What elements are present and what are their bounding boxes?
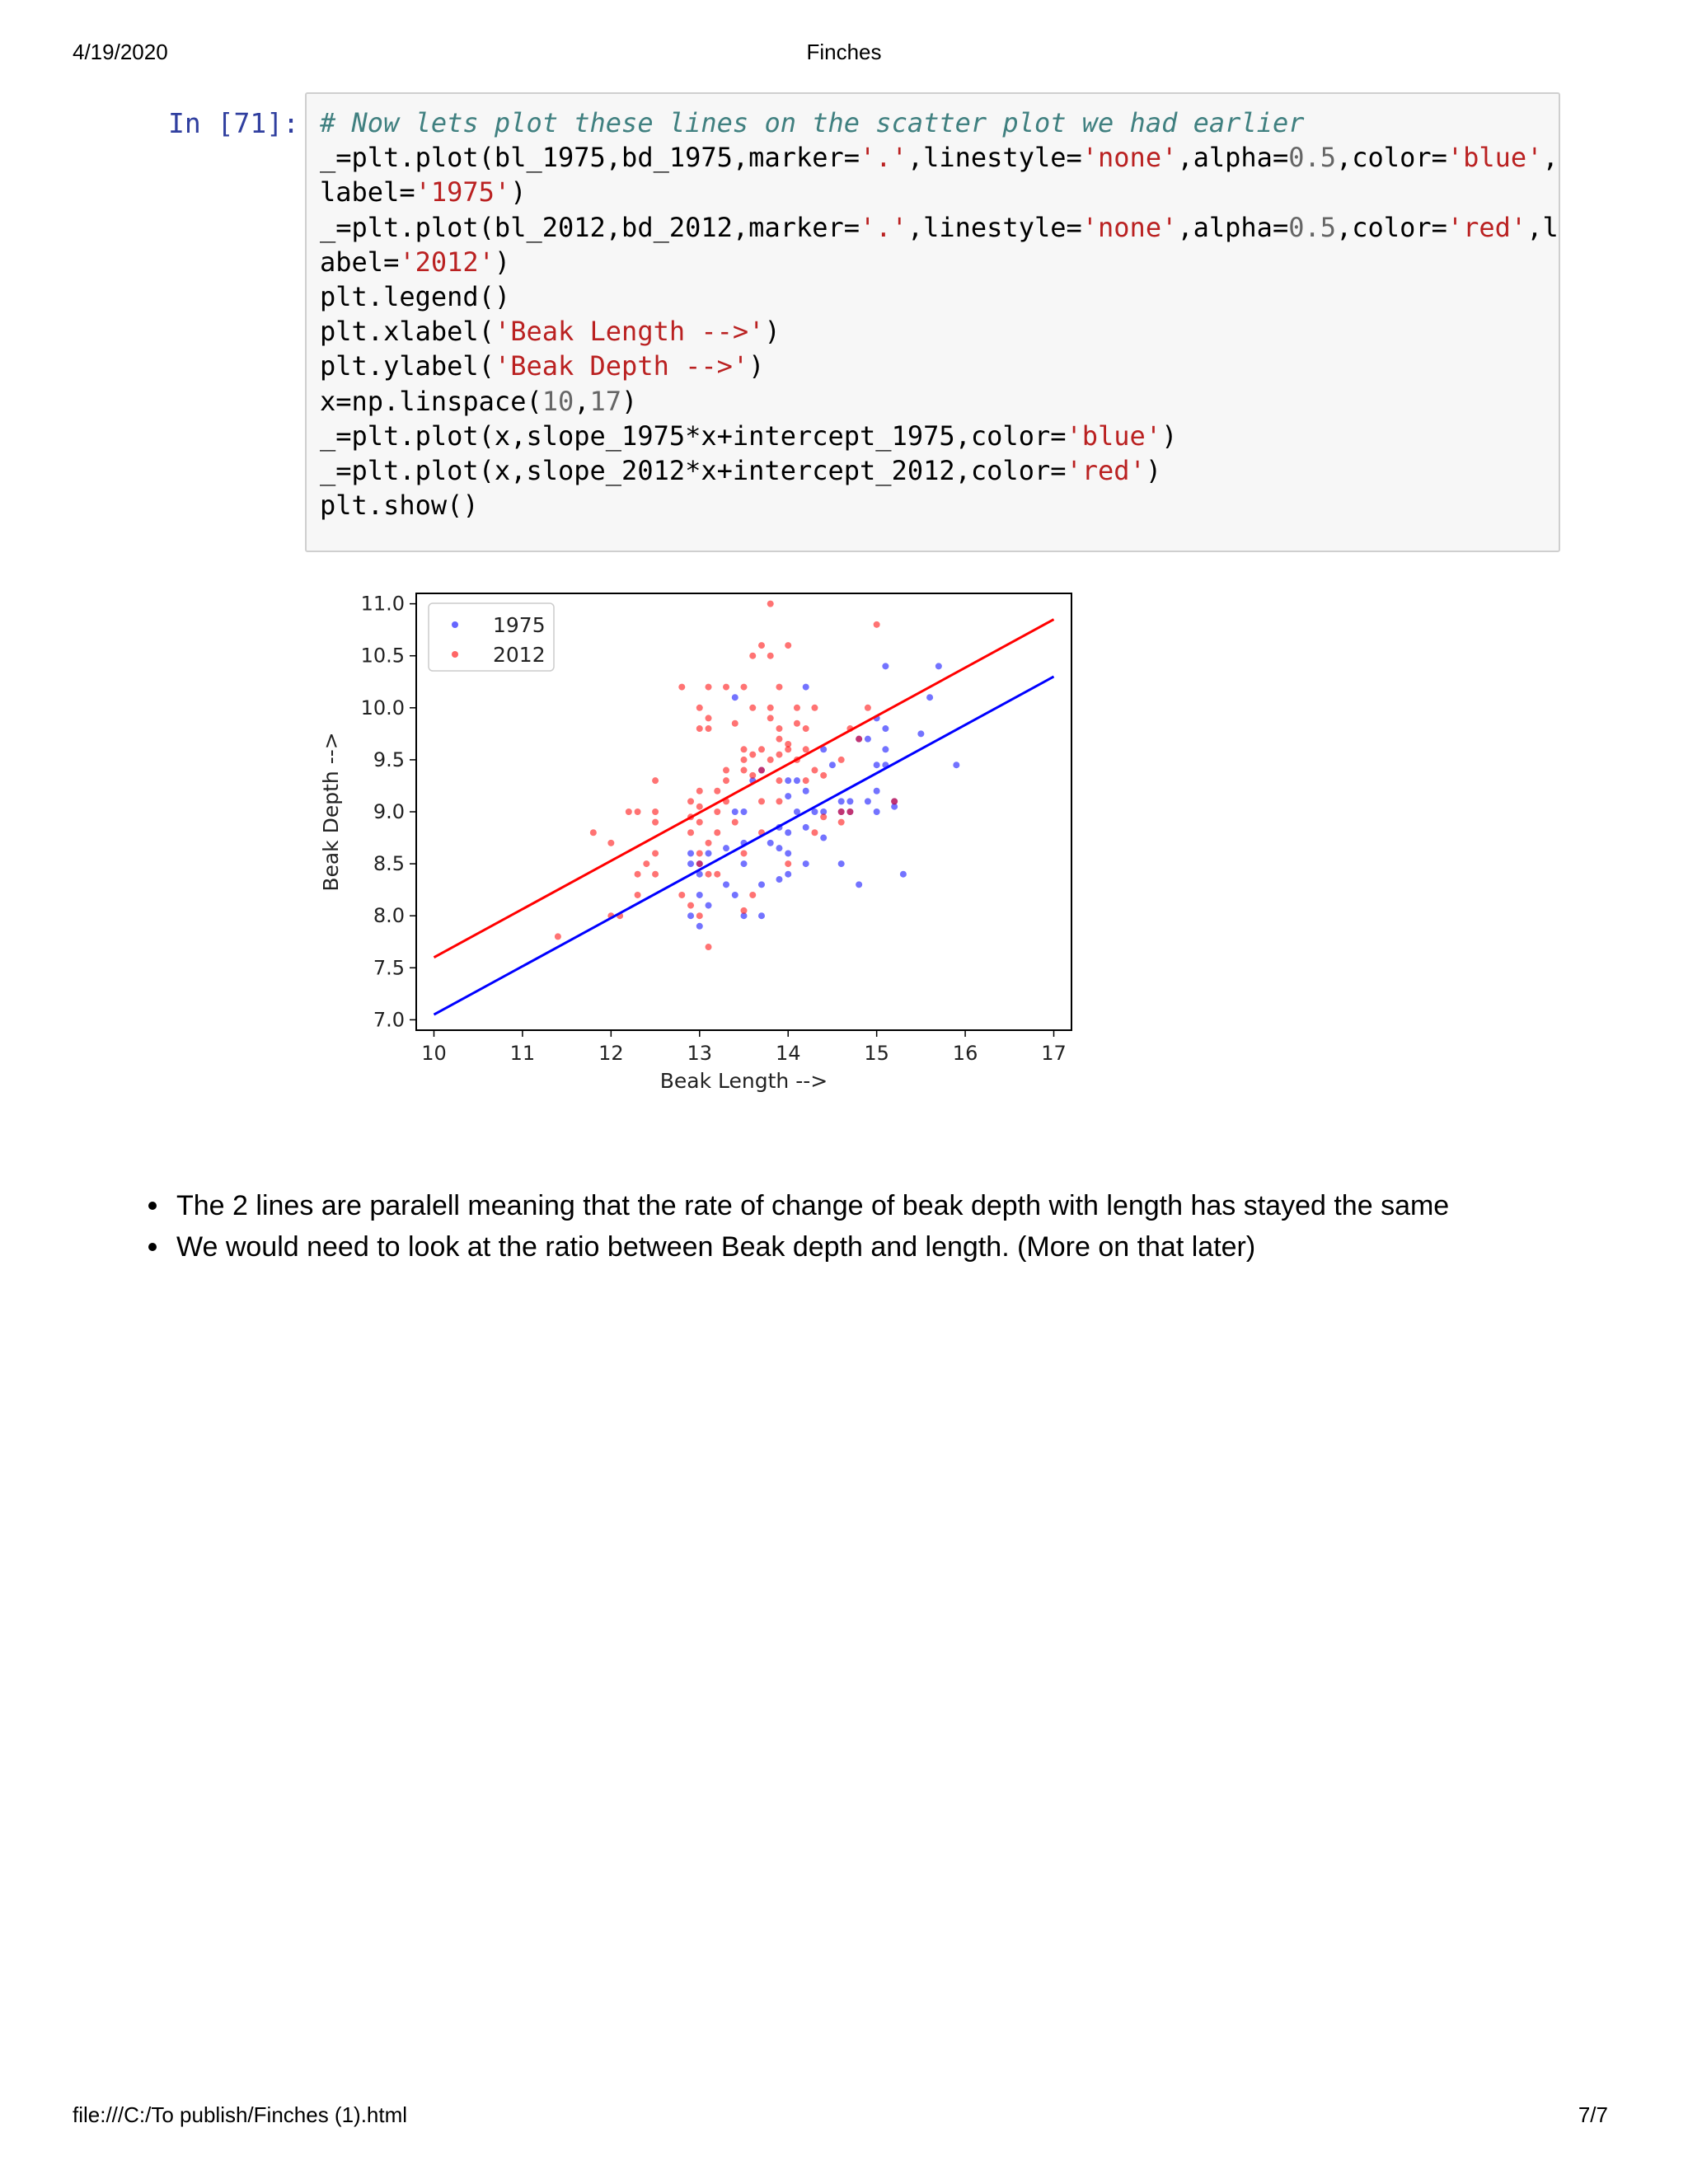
scatter-point-2012 <box>838 757 845 763</box>
code-token: 'none' <box>1081 211 1178 243</box>
scatter-point-2012 <box>706 684 712 691</box>
scatter-point-2012 <box>687 798 694 804</box>
scatter-point-1975 <box>706 902 712 909</box>
scatter-point-2012 <box>767 653 774 659</box>
scatter-point-1975 <box>846 798 853 804</box>
scatter-point-1975 <box>732 892 738 898</box>
scatter-point-1975 <box>917 730 924 737</box>
scatter-point-2012 <box>590 829 597 836</box>
scatter-point-2012 <box>652 819 659 826</box>
code-token: ) <box>748 350 765 382</box>
scatter-point-1975 <box>882 663 889 669</box>
x-axis-label: Beak Length --> <box>659 1069 828 1093</box>
scatter-point-1975 <box>803 860 809 867</box>
page-number: 7/7 <box>1578 2102 1608 2127</box>
code-token: ) <box>494 246 511 278</box>
scatter-point-2012 <box>696 819 703 826</box>
scatter-point-2012 <box>785 860 791 867</box>
y-tick-label: 7.5 <box>373 956 405 980</box>
scatter-point-2012 <box>865 705 871 711</box>
code-token: ) <box>764 316 781 348</box>
code-token: , <box>574 385 590 417</box>
code-cell[interactable] <box>305 92 1560 552</box>
scatter-point-2012 <box>706 871 712 878</box>
code-token: 'Beak Depth -->' <box>494 350 749 382</box>
scatter-point-2012 <box>838 819 845 826</box>
scatter-point-2012 <box>706 840 712 846</box>
code-line <box>320 175 1559 209</box>
scatter-point-1975 <box>706 850 712 856</box>
scatter-point-1975 <box>794 777 800 784</box>
scatter-point-2012 <box>706 944 712 950</box>
code-token: plt.legend() <box>320 281 511 313</box>
code-token: label= <box>320 176 415 209</box>
code-token: 'blue' <box>1066 419 1162 452</box>
x-tick-label: 17 <box>1041 1042 1067 1065</box>
scatter-point-2012 <box>776 684 782 691</box>
code-lines[interactable] <box>320 105 1559 523</box>
notes-list <box>148 1185 1449 1268</box>
scatter-point-2012 <box>811 767 818 774</box>
scatter-point-1975 <box>785 871 791 878</box>
scatter-point-2012 <box>776 736 782 743</box>
code-token: 'Beak Length -->' <box>494 316 765 348</box>
scatter-point-1975 <box>926 694 933 701</box>
x-tick-label: 14 <box>775 1042 801 1065</box>
scatter-point-1975 <box>803 788 809 794</box>
y-tick-label: 9.0 <box>373 800 405 823</box>
scatter-point-2012 <box>803 725 809 732</box>
scatter-point-2012 <box>696 788 703 794</box>
code-token: _=plt.plot(x,slope_1975*x+intercept_1975,color= <box>320 419 1067 452</box>
scatter-point-2012 <box>811 705 818 711</box>
code-token: ,alpha= <box>1177 211 1289 243</box>
scatter-point-2012 <box>696 804 703 810</box>
scatter-point-1975 <box>803 824 809 831</box>
scatter-point-2012 <box>741 850 748 856</box>
code-token: ,linestyle= <box>907 142 1082 174</box>
scatter-point-2012 <box>643 860 649 867</box>
scatter-point-2012 <box>820 772 827 779</box>
code-token: , <box>1542 142 1559 174</box>
scatter-point-2012 <box>749 892 756 898</box>
code-token: ) <box>1161 419 1178 452</box>
scatter-point-2012 <box>678 892 685 898</box>
code-token: # Now lets plot these lines on the scatter plot we had earlier <box>320 107 1305 138</box>
code-token: plt.ylabel( <box>320 350 495 382</box>
scatter-point-2012 <box>838 808 845 815</box>
y-tick-label: 10.5 <box>360 644 405 668</box>
scatter-point-2012 <box>794 720 800 727</box>
code-token: 17 <box>589 385 622 417</box>
scatter-point-2012 <box>856 736 862 743</box>
y-tick-label: 7.0 <box>373 1008 405 1032</box>
scatter-point-2012 <box>776 777 782 784</box>
code-token: 'blue' <box>1447 142 1543 174</box>
code-token: 'red' <box>1447 211 1527 243</box>
scatter-point-2012 <box>785 746 791 752</box>
scatter-point-2012 <box>555 933 561 940</box>
scatter-plot-output <box>313 577 1121 1113</box>
scatter-point-1975 <box>687 860 694 867</box>
scatter-point-2012 <box>758 642 765 649</box>
code-token: plt.xlabel( <box>320 316 495 348</box>
scatter-point-2012 <box>732 720 738 727</box>
scatter-point-1975 <box>732 694 738 701</box>
scatter-point-2012 <box>785 642 791 649</box>
y-tick-label: 8.0 <box>373 904 405 928</box>
scatter-point-1975 <box>874 762 880 768</box>
scatter-point-1975 <box>776 876 782 883</box>
scatter-point-2012 <box>652 871 659 878</box>
y-axis-label: Beak Depth --> <box>319 732 343 892</box>
scatter-chart <box>313 577 1121 1113</box>
scatter-point-2012 <box>732 819 738 826</box>
scatter-point-2012 <box>741 767 748 774</box>
scatter-point-2012 <box>626 808 632 815</box>
scatter-point-1975 <box>687 850 694 856</box>
scatter-point-1975 <box>776 845 782 851</box>
scatter-point-2012 <box>776 752 782 758</box>
scatter-point-2012 <box>696 850 703 856</box>
scatter-point-2012 <box>696 860 703 867</box>
code-token: x=np.linspace( <box>320 385 542 417</box>
code-token: ,l <box>1526 211 1559 243</box>
scatter-point-1975 <box>785 850 791 856</box>
code-token: '.' <box>860 211 907 243</box>
scatter-point-2012 <box>811 829 818 836</box>
code-token: abel= <box>320 246 400 278</box>
scatter-point-2012 <box>767 715 774 721</box>
y-tick-label: 9.5 <box>373 748 405 771</box>
scatter-point-2012 <box>767 705 774 711</box>
cell-prompt: In [71]: <box>168 107 299 139</box>
scatter-point-1975 <box>865 798 871 804</box>
code-token: 0.5 <box>1288 142 1336 174</box>
scatter-point-1975 <box>838 860 845 867</box>
code-token: _=plt.plot(x,slope_2012*x+intercept_2012,color= <box>320 455 1067 487</box>
code-token: ,color= <box>1336 142 1447 174</box>
code-token: _=plt.plot(bl_2012,bd_2012,marker= <box>320 211 860 243</box>
legend-marker <box>452 651 458 658</box>
code-token: _=plt.plot(bl_1975,bd_1975,marker= <box>320 142 860 174</box>
scatter-point-2012 <box>767 601 774 607</box>
code-token: ) <box>1145 455 1162 487</box>
code-line <box>320 419 1559 453</box>
scatter-point-1975 <box>874 788 880 794</box>
scatter-point-2012 <box>749 653 756 659</box>
scatter-point-2012 <box>803 777 809 784</box>
scatter-point-1975 <box>723 845 729 851</box>
code-line <box>320 105 1559 140</box>
scatter-point-1975 <box>882 746 889 752</box>
scatter-point-1975 <box>820 835 827 841</box>
code-token: ,linestyle= <box>907 211 1082 243</box>
note-item: We would need to look at the ratio between Beak depth and length. (More on that later) <box>148 1226 1449 1268</box>
scatter-point-2012 <box>820 813 827 820</box>
footer-path: file:///C:/To publish/Finches (1).html <box>73 2102 408 2127</box>
scatter-point-2012 <box>696 912 703 919</box>
code-line <box>320 453 1559 488</box>
code-line <box>320 314 1559 349</box>
scatter-point-2012 <box>874 621 880 628</box>
scatter-point-2012 <box>723 684 729 691</box>
scatter-point-2012 <box>794 705 800 711</box>
scatter-point-2012 <box>758 746 765 752</box>
scatter-point-2012 <box>723 777 729 784</box>
scatter-point-1975 <box>874 808 880 815</box>
scatter-point-1975 <box>803 684 809 691</box>
scatter-point-1975 <box>882 725 889 732</box>
y-tick-label: 11.0 <box>360 592 405 616</box>
scatter-point-1975 <box>767 840 774 846</box>
scatter-point-2012 <box>749 772 756 779</box>
x-tick-label: 16 <box>952 1042 978 1065</box>
scatter-point-2012 <box>723 767 729 774</box>
note-item: The 2 lines are paralell meaning that the rate of change of beak depth with length has stayed the same <box>148 1185 1449 1226</box>
scatter-point-2012 <box>635 871 641 878</box>
scatter-point-2012 <box>714 829 720 836</box>
scatter-point-2012 <box>652 777 659 784</box>
code-line <box>320 488 1559 523</box>
scatter-point-2012 <box>741 757 748 763</box>
scatter-point-1975 <box>696 892 703 898</box>
scatter-point-2012 <box>741 907 748 914</box>
scatter-point-2012 <box>607 840 614 846</box>
code-token: '1975' <box>415 176 511 209</box>
scatter-point-1975 <box>758 912 765 919</box>
code-token: '2012' <box>399 246 495 278</box>
code-token: 0.5 <box>1288 211 1336 243</box>
code-token: plt.show() <box>320 490 479 522</box>
scatter-point-2012 <box>758 767 765 774</box>
code-token: ,alpha= <box>1177 142 1289 174</box>
scatter-point-2012 <box>776 798 782 804</box>
scatter-point-1975 <box>696 923 703 930</box>
scatter-point-2012 <box>714 871 720 878</box>
scatter-point-1975 <box>865 736 871 743</box>
code-token: 10 <box>542 385 574 417</box>
scatter-point-2012 <box>749 752 756 758</box>
scatter-point-2012 <box>758 798 765 804</box>
code-line <box>320 210 1559 245</box>
scatter-point-1975 <box>785 793 791 799</box>
scatter-point-2012 <box>714 808 720 815</box>
scatter-point-2012 <box>714 788 720 794</box>
code-line <box>320 245 1559 279</box>
x-tick-label: 10 <box>421 1042 447 1065</box>
scatter-point-2012 <box>767 757 774 763</box>
scatter-point-1975 <box>785 777 791 784</box>
x-tick-label: 12 <box>598 1042 624 1065</box>
scatter-point-2012 <box>696 725 703 732</box>
scatter-point-1975 <box>741 860 748 867</box>
scatter-point-2012 <box>706 725 712 732</box>
legend-label: 2012 <box>493 643 546 667</box>
scatter-point-2012 <box>652 808 659 815</box>
code-token: ,color= <box>1336 211 1447 243</box>
scatter-point-2012 <box>741 684 748 691</box>
legend-label: 1975 <box>493 613 546 637</box>
code-token: 'red' <box>1066 455 1146 487</box>
legend-marker <box>452 621 458 628</box>
scatter-point-1975 <box>723 881 729 888</box>
print-date: 4/19/2020 <box>73 40 168 64</box>
scatter-point-2012 <box>635 808 641 815</box>
scatter-point-2012 <box>803 746 809 752</box>
code-line <box>320 384 1559 419</box>
x-tick-label: 11 <box>509 1042 536 1065</box>
code-token: ) <box>510 176 527 209</box>
scatter-point-1975 <box>953 762 959 768</box>
scatter-point-2012 <box>687 902 694 909</box>
scatter-point-1975 <box>900 871 907 878</box>
scatter-point-1975 <box>856 881 862 888</box>
scatter-point-1975 <box>732 808 738 815</box>
scatter-point-1975 <box>838 798 845 804</box>
code-token: '.' <box>860 142 907 174</box>
scatter-point-2012 <box>741 746 748 752</box>
scatter-point-1975 <box>758 881 765 888</box>
scatter-point-2012 <box>706 715 712 721</box>
code-line <box>320 279 1559 314</box>
scatter-point-2012 <box>749 705 756 711</box>
code-line <box>320 140 1559 175</box>
scatter-point-2012 <box>635 892 641 898</box>
scatter-point-1975 <box>935 663 942 669</box>
scatter-point-2012 <box>687 829 694 836</box>
x-tick-label: 15 <box>864 1042 889 1065</box>
code-token: 'none' <box>1081 142 1178 174</box>
scatter-point-2012 <box>652 850 659 856</box>
scatter-point-2012 <box>678 684 685 691</box>
y-tick-label: 8.5 <box>373 852 405 876</box>
scatter-point-1975 <box>785 829 791 836</box>
scatter-point-1975 <box>687 912 694 919</box>
y-tick-label: 10.0 <box>360 696 405 719</box>
code-line <box>320 349 1559 383</box>
page-title: Finches <box>806 40 882 64</box>
scatter-point-1975 <box>829 762 836 768</box>
scatter-point-1975 <box>741 808 748 815</box>
x-tick-label: 13 <box>687 1042 713 1065</box>
scatter-point-2012 <box>776 725 782 732</box>
scatter-point-2012 <box>696 705 703 711</box>
scatter-point-2012 <box>891 798 898 804</box>
scatter-point-2012 <box>846 808 853 815</box>
code-token: ) <box>621 385 638 417</box>
